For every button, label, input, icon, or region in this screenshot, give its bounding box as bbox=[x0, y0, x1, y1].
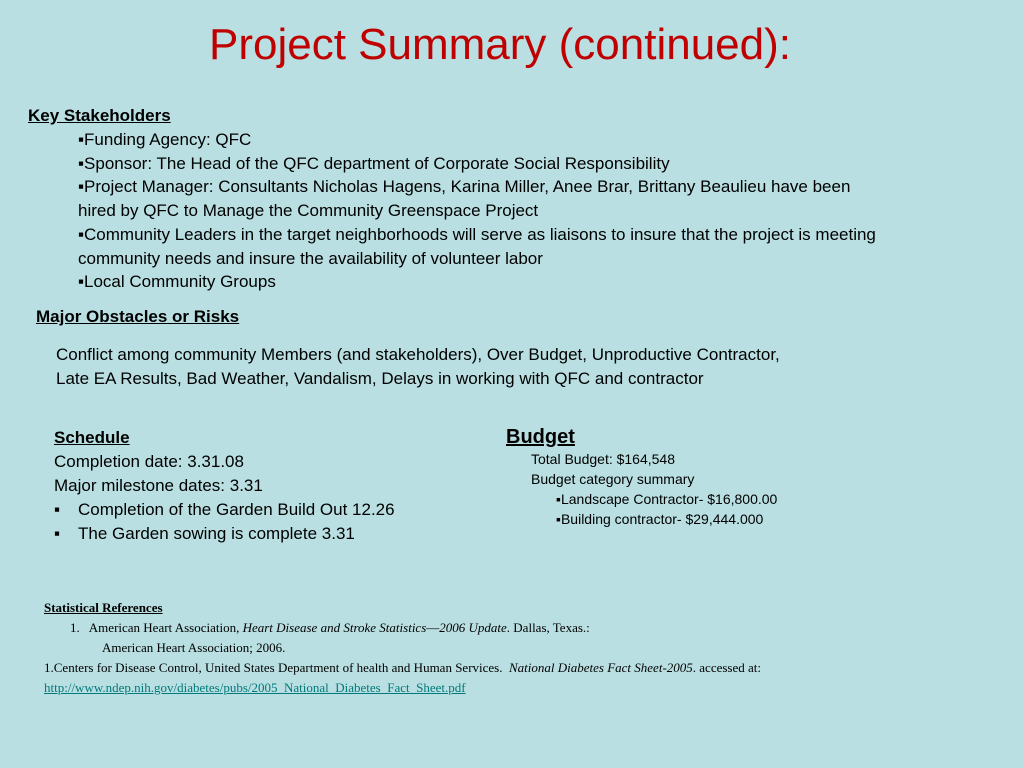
schedule-bullet: ▪ The Garden sowing is complete 3.31 bbox=[54, 522, 395, 546]
key-stakeholders-heading: Key Stakeholders bbox=[28, 106, 171, 125]
obstacles-heading: Major Obstacles or Risks bbox=[36, 307, 240, 326]
ref1-author: American Heart Association, bbox=[88, 620, 240, 635]
budget-heading: Budget bbox=[506, 426, 575, 448]
key-stakeholders-list bbox=[78, 128, 1018, 294]
ref1-dash: — bbox=[426, 620, 440, 635]
obstacles-text bbox=[56, 343, 936, 391]
milestone-dates: Major milestone dates: 3.31 bbox=[54, 476, 263, 495]
reference-1 bbox=[70, 618, 1004, 638]
ref1-number: 1. bbox=[70, 620, 80, 635]
reference-2 bbox=[44, 658, 1004, 678]
reference-1-line2: American Heart Association; 2006. bbox=[102, 640, 286, 655]
budget-item: ▪Landscape Contractor- $16,800.00 bbox=[556, 491, 778, 507]
schedule-bullet: ▪ Completion of the Garden Build Out 12.26 bbox=[54, 498, 395, 522]
stakeholder-item: ▪Community Leaders in the target neighborhoods will serve as liaisons to insure that the project is meeting bbox=[78, 224, 876, 244]
references-section bbox=[44, 598, 1004, 698]
obstacles-line: Late EA Results, Bad Weather, Vandalism, Delays in working with QFC and contractor bbox=[56, 369, 704, 388]
stakeholder-item-cont: hired by QFC to Manage the Community Greenspace Project bbox=[78, 201, 539, 221]
stakeholder-item: ▪Local Community Groups bbox=[78, 272, 276, 292]
ref1-update: 2006 Update bbox=[439, 620, 507, 635]
ref1-place: . Dallas, Texas.: bbox=[506, 620, 590, 635]
schedule-heading: Schedule bbox=[54, 428, 130, 447]
schedule-section bbox=[54, 426, 395, 546]
total-budget: Total Budget: $164,548 bbox=[531, 451, 676, 467]
completion-date: Completion date: 3.31.08 bbox=[54, 452, 244, 471]
ref2-title: National Diabetes Fact Sheet-2005 bbox=[509, 660, 693, 675]
reference-url-link[interactable]: http://www.ndep.nih.gov/diabetes/pubs/2005_National_Diabetes_Fact_Sheet.pdf bbox=[44, 680, 466, 695]
budget-item: ▪Building contractor- $29,444.000 bbox=[556, 511, 764, 527]
references-heading: Statistical References bbox=[44, 600, 163, 615]
stakeholder-item: ▪Sponsor: The Head of the QFC department of Corporate Social Responsibility bbox=[78, 153, 670, 173]
budget-section bbox=[506, 426, 777, 529]
budget-summary: Budget category summary bbox=[531, 471, 695, 487]
slide-title: Project Summary (continued): bbox=[209, 20, 791, 69]
obstacles-line: Conflict among community Members (and stakeholders), Over Budget, Unproductive Contractor, bbox=[56, 345, 780, 364]
stakeholder-item-cont: community needs and insure the availability of volunteer labor bbox=[78, 248, 543, 268]
ref1-title: Heart Disease and Stroke Statistics bbox=[242, 620, 427, 635]
ref2-end: . accessed at: bbox=[692, 660, 761, 675]
ref2-text: 1.Centers for Disease Control, United States Department of health and Human Services. bbox=[44, 660, 503, 675]
stakeholder-item: ▪Project Manager: Consultants Nicholas Hagens, Karina Miller, Anee Brar, Brittany Beaulieu have been bbox=[78, 177, 851, 197]
stakeholder-item: ▪Funding Agency: QFC bbox=[78, 130, 252, 149]
